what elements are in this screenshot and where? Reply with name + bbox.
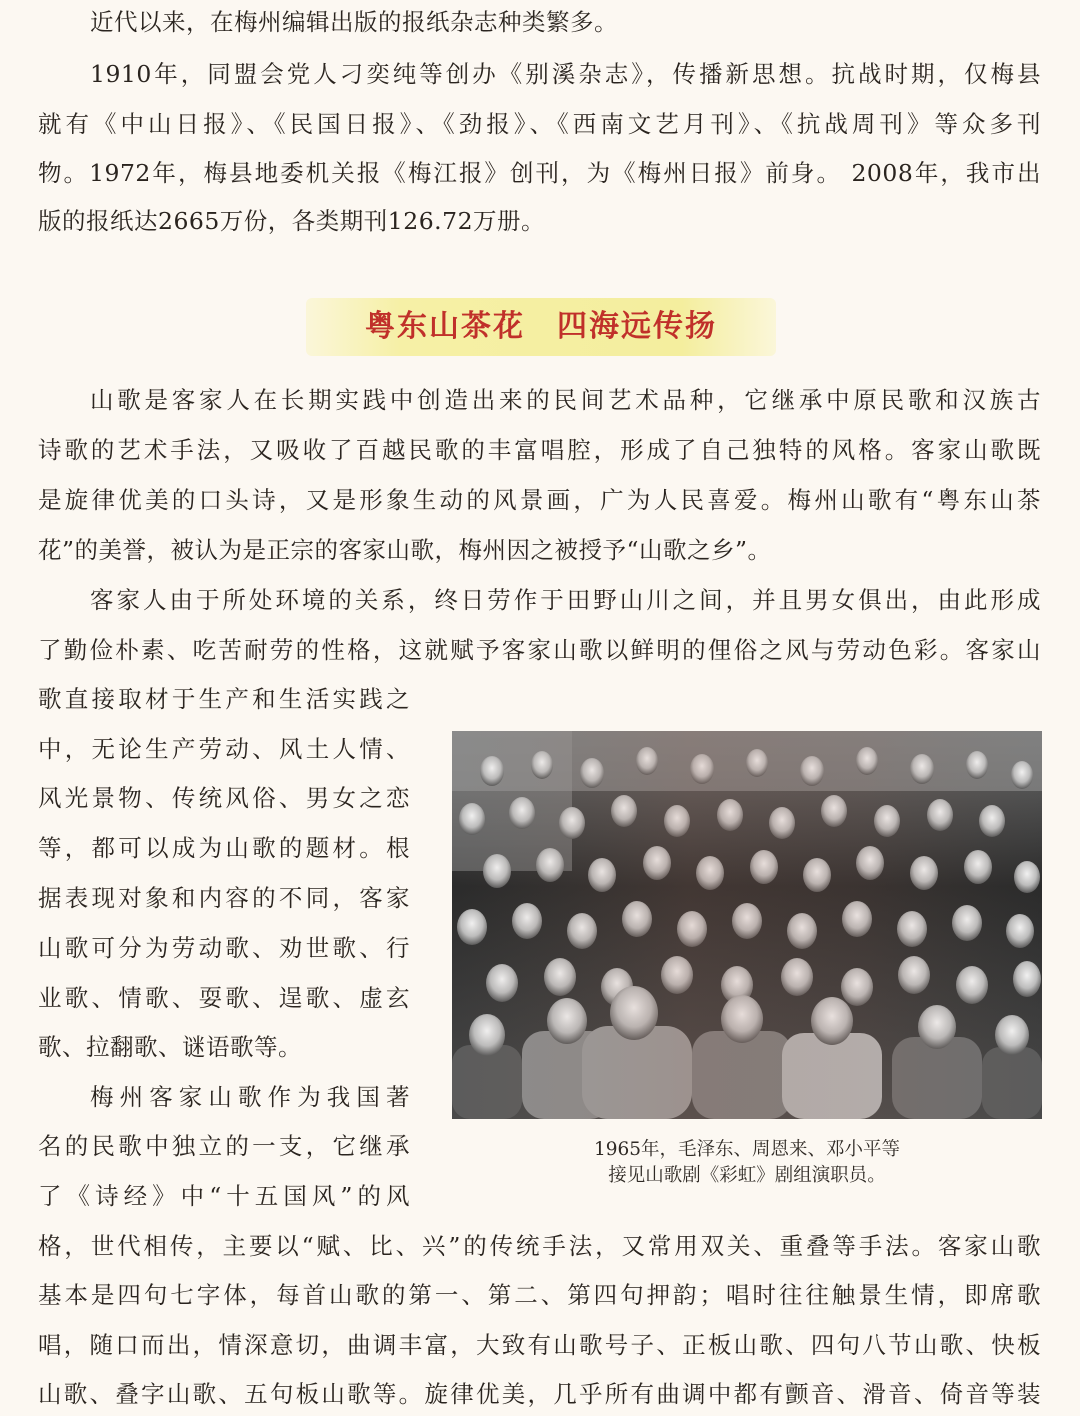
historical-photo	[452, 731, 1042, 1119]
photo-caption-line-2: 接见山歌剧《彩虹》剧组演职员。	[608, 1165, 886, 1186]
section-p2-line-6: 等，都可以成为山歌的题材。根	[38, 834, 410, 862]
intro-paragraph-1: 近代以来，在梅州编辑出版的报纸杂志种类繁多。	[90, 8, 618, 36]
section-p2-line-7: 据表现对象和内容的不同，客家	[38, 884, 410, 912]
section-p1-line-4: 花”的美誉，被认为是正宗的客家山歌，梅州因之被授予“山歌之乡”。	[38, 536, 772, 564]
intro-p2-line-3: 物。1972年，梅县地委机关报《梅江报》创刊，为《梅州日报》前身。 2008年，我市出	[38, 159, 1041, 187]
section-p3-line-1: 梅州客家山歌作为我国著	[90, 1083, 410, 1111]
intro-p2-line-4: 版的报纸达2665万份，各类期刊126.72万册。	[38, 207, 546, 235]
section-p1-line-2: 诗歌的艺术手法，又吸收了百越民歌的丰富唱腔，形成了自己独特的风格。客家山歌既	[38, 436, 1041, 464]
section-p2-line-2: 了勤俭朴素、吃苦耐劳的性格，这就赋予客家山歌以鲜明的俚俗之风与劳动色彩。客家山	[38, 636, 1041, 664]
section-p2-line-9: 业歌、情歌、耍歌、逞歌、虚玄	[38, 984, 410, 1012]
intro-p2-line-2: 就有《中山日报》、《民国日报》、《劲报》、《西南文艺月刊》、《抗战周刊》等众多刊	[38, 110, 1041, 138]
section-p2-line-10: 歌、拉翻歌、谜语歌等。	[38, 1033, 302, 1061]
section-heading: 粤东山茶花 四海远传扬	[365, 309, 717, 344]
section-p3-line-4: 格，世代相传，主要以“赋、比、兴”的传统手法，又常用双关、重叠等手法。客家山歌	[38, 1232, 1041, 1260]
section-p2-line-5: 风光景物、传统风俗、男女之恋	[38, 784, 410, 812]
section-p1-line-3: 是旋律优美的口头诗，又是形象生动的风景画，广为人民喜爱。梅州山歌有“粤东山茶	[38, 486, 1041, 514]
section-p2-line-1: 客家人由于所处环境的关系，终日劳作于田野山川之间，并且男女俱出，由此形成	[90, 586, 1041, 614]
section-p2-line-8: 山歌可分为劳动歌、劝世歌、行	[38, 934, 410, 962]
section-p1-line-1: 山歌是客家人在长期实践中创造出来的民间艺术品种，它继承中原民歌和汉族古	[90, 386, 1041, 414]
photo-caption-line-1: 1965年，毛泽东、周恩来、邓小平等	[593, 1139, 901, 1160]
section-p3-line-2: 名的民歌中独立的一支，它继承	[38, 1132, 410, 1160]
section-p3-line-3: 了《诗经》中“十五国风”的风	[38, 1182, 410, 1210]
section-p2-line-3: 歌直接取材于生产和生活实践之	[38, 685, 410, 713]
section-p3-line-5: 基本是四句七字体，每首山歌的第一、第二、第四句押韵；唱时往往触景生情，即席歌	[38, 1281, 1041, 1309]
section-p3-line-6: 唱，随口而出，情深意切，曲调丰富，大致有山歌号子、正板山歌、四句八节山歌、快板	[38, 1331, 1041, 1359]
section-p3-line-7: 山歌、叠字山歌、五句板山歌等。旋律优美，几乎所有曲调中都有颤音、滑音、倚音等装	[38, 1380, 1041, 1408]
section-p2-line-4: 中，无论生产劳动、风土人情、	[38, 735, 410, 763]
intro-p2-line-1: 1910年，同盟会党人刁奕纯等创办《别溪杂志》，传播新思想。抗战时期，仅梅县	[90, 60, 1041, 88]
